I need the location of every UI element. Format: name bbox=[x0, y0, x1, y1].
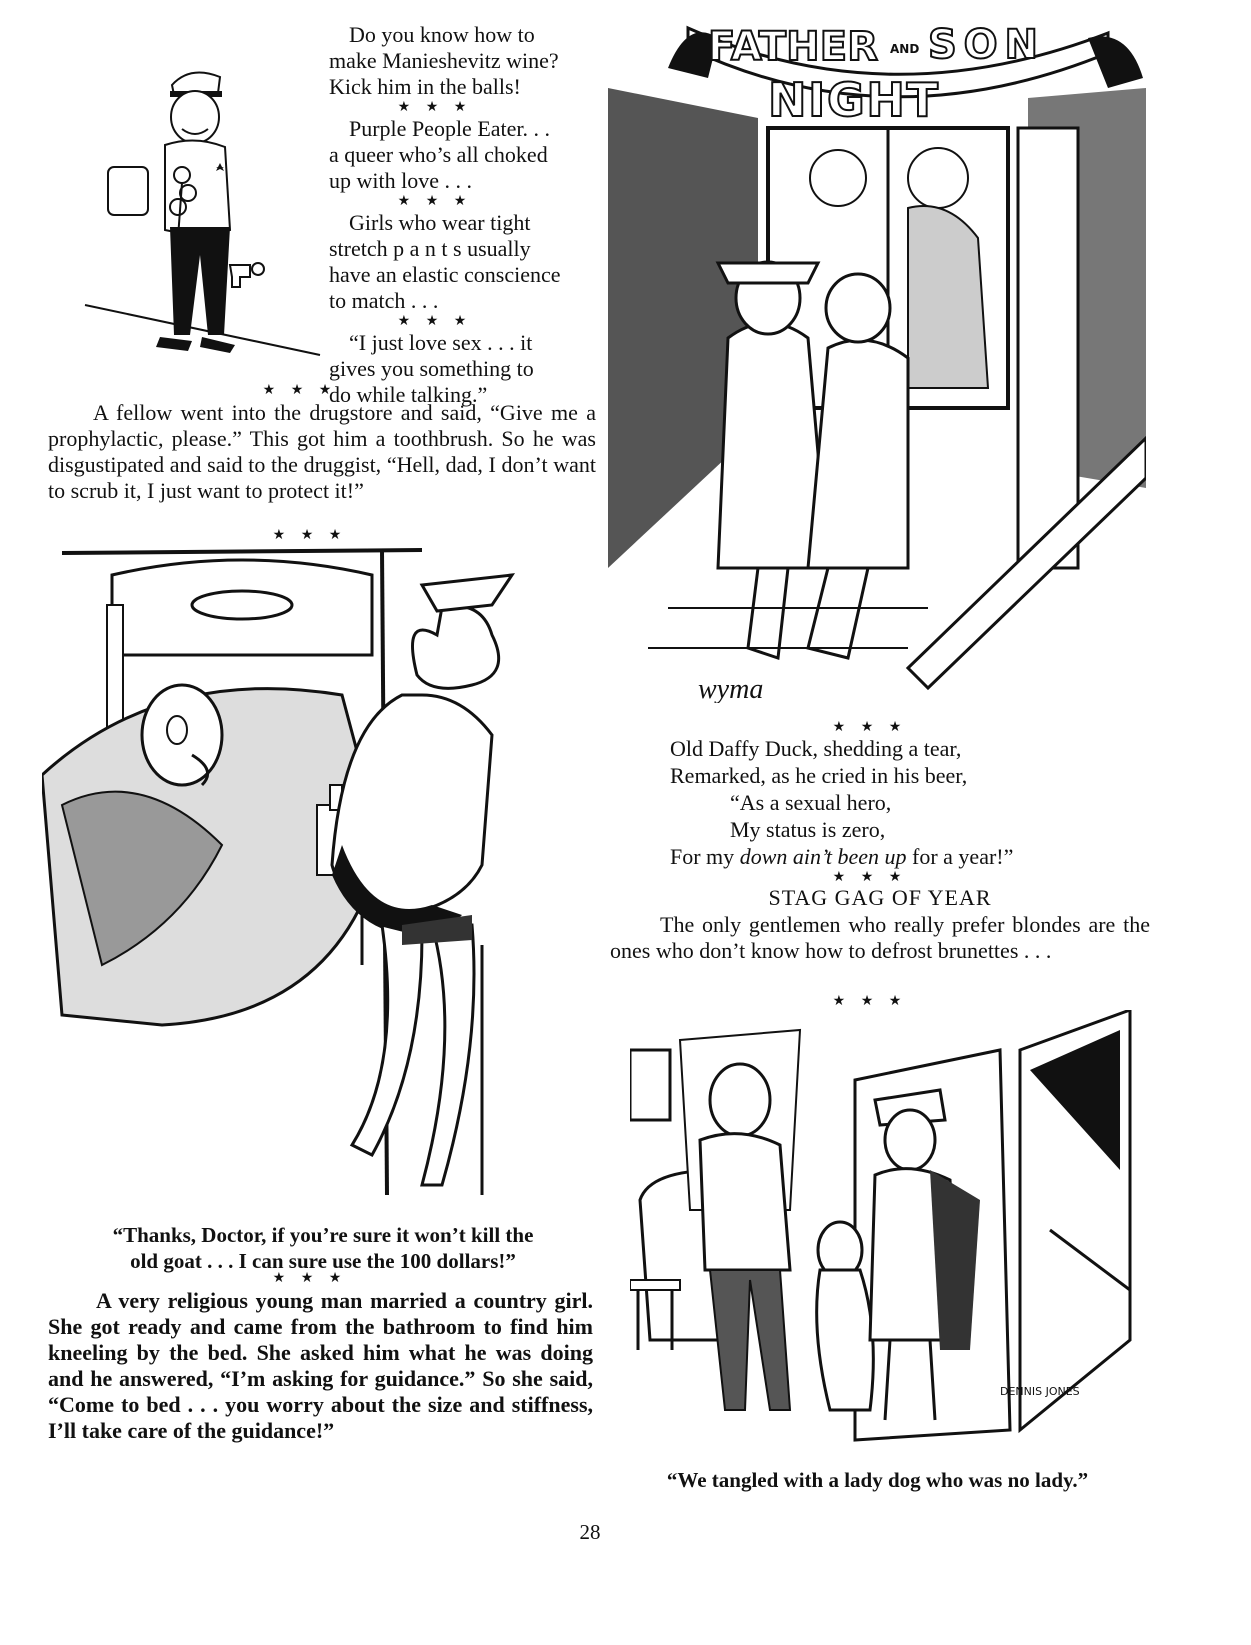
bedroom-cartoon-caption: “Thanks, Doctor, if you’re sure it won’t kill the old goat . . . I can sure use the 100 dollars!” bbox=[112, 1223, 534, 1273]
daffy-duck-limerick: Old Daffy Duck, shedding a tear, Remarked, as he cried in his beer, “As a sexual hero, My status is zero, For my down ain’t been up for a year!” bbox=[670, 735, 1090, 870]
signature-dennis-jones: DENNIS JONES bbox=[1000, 1385, 1080, 1398]
limerick-last-line: For my down ain’t been up for a year!” bbox=[670, 844, 1014, 869]
lady-dog-cartoon bbox=[630, 1010, 1150, 1450]
separator-stars: ★ ★ ★ bbox=[832, 720, 908, 735]
banner-line1b: SON bbox=[928, 22, 1038, 68]
separator-stars: ★ ★ ★ bbox=[832, 994, 908, 1009]
separator-stars: ★ ★ ★ bbox=[262, 383, 338, 398]
separator-stars: ★ ★ ★ bbox=[272, 1271, 348, 1286]
bedroom-cartoon bbox=[42, 545, 602, 1210]
joke-religious: A very religious young man married a country girl. She got ready and came from the bathroom to find him kneeling by the bed. She asked him what he was doing and he answered, “I’m asking for guidance.” So she said, “Come to bed . . . you worry about the size and stiffness, I’ll take care of the guidance!” bbox=[48, 1288, 593, 1443]
joke-wine: Do you know how to make Manieshevitz wine? Kick him in the balls! bbox=[329, 22, 559, 99]
banner-and: AND bbox=[890, 42, 920, 56]
top-jokes-block bbox=[329, 22, 571, 408]
joke-purple-people-eater: Purple People Eater. . . a queer who’s all choked up with love . . . bbox=[329, 116, 551, 193]
father-son-night-cartoon bbox=[608, 8, 1146, 703]
joke-stretch-pants: Girls who wear tight stretch p a n t s usually have an elastic conscience to match . . . bbox=[329, 210, 561, 313]
separator-stars: ★ ★ ★ bbox=[397, 314, 473, 329]
joke-love-sex: “I just love sex . . . it gives you something to do while talking.” bbox=[329, 330, 534, 407]
separator-stars: ★ ★ ★ bbox=[832, 870, 908, 885]
separator-stars: ★ ★ ★ bbox=[397, 194, 473, 209]
stag-gag-title: STAG GAG OF YEAR bbox=[768, 885, 992, 910]
joke-drugstore: A fellow went into the drugstore and said, “Give me a prophylactic, please.” This got him a toothbrush. So he was disgustipated and said to the druggist, “Hell, dad, I don’t want to scrub it, I just want to protect it!” bbox=[48, 400, 596, 503]
separator-stars: ★ ★ ★ bbox=[272, 528, 348, 543]
lady-dog-cartoon-caption: “We tangled with a lady dog who was no lady.” bbox=[666, 1468, 1089, 1492]
signature-wyma: wyma bbox=[698, 674, 764, 703]
page-number: 28 bbox=[579, 1520, 601, 1544]
banner-line2: NIGHT bbox=[768, 73, 938, 127]
sailor-illustration bbox=[80, 55, 325, 370]
joke-blondes: The only gentlemen who really prefer blondes are the ones who don’t know how to defrost brunettes . . . bbox=[610, 912, 1150, 963]
separator-stars: ★ ★ ★ bbox=[397, 100, 473, 115]
banner-line1a: FATHER bbox=[708, 24, 878, 70]
